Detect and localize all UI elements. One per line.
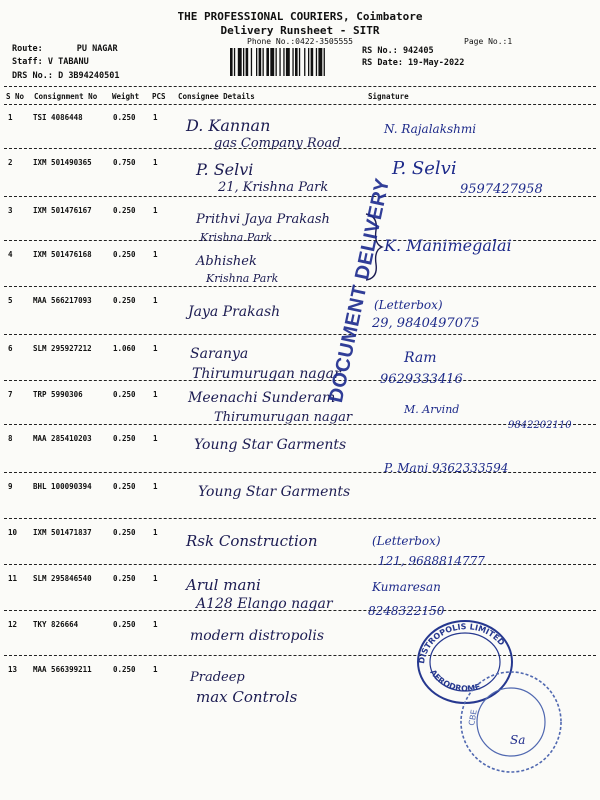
consignee-address: Thirumurugan nagar	[192, 366, 341, 382]
consignee-name: modern distropolis	[190, 628, 325, 644]
svg-text:AERODROME: AERODROME	[428, 667, 482, 694]
row-pcs: 1	[153, 206, 158, 215]
signature-note: (Letterbox)	[374, 298, 443, 312]
phone-number: Phone No.:0422-3505555	[247, 37, 353, 46]
row-consignment-number: BHL 100090394	[33, 482, 92, 491]
row-consignment-number: TKY 826664	[33, 620, 79, 629]
row-weight: 0.250	[113, 574, 136, 583]
row-weight: 0.250	[113, 250, 136, 259]
row-consignment-number: IXM 501490365	[33, 158, 92, 167]
consignee-name: Abhishek	[196, 254, 257, 269]
row-pcs: 1	[153, 434, 158, 443]
row-sno: 6	[8, 344, 13, 353]
row-consignment-number: MAA 285410203	[33, 434, 92, 443]
row-sno: 1	[8, 113, 13, 122]
row-weight: 0.250	[113, 296, 136, 305]
col-signature: Signature	[368, 92, 409, 101]
svg-text:DISTROPOLIS LIMITED: DISTROPOLIS LIMITED	[416, 622, 507, 665]
signature-phone: 8248322150	[368, 604, 445, 618]
consignee-address: Krishna Park	[200, 231, 273, 244]
signature-phone: 29, 9840497075	[372, 316, 480, 331]
row-pcs: 1	[153, 250, 158, 259]
row-consignment-number: MAA 566217093	[33, 296, 92, 305]
consignee-name: D. Kannan	[186, 116, 271, 135]
row-consignment-number: IXM 501471837	[33, 528, 92, 537]
consignee-name: Jaya Prakash	[188, 304, 281, 320]
col-consignee: Consignee Details	[178, 92, 255, 101]
row-consignment-number: SLM 295927212	[33, 344, 92, 353]
row-divider	[4, 518, 596, 519]
office-seal-icon	[452, 668, 570, 776]
consignee-name: Prithvi Jaya Prakash	[196, 212, 330, 227]
consignee-name: Young Star Garments	[194, 437, 347, 453]
signature-phone: 9842202110	[508, 420, 572, 431]
signature: M. Arvind	[404, 403, 460, 416]
row-divider	[4, 334, 596, 335]
consignee-address: gas Company Road	[214, 136, 341, 151]
row-consignment-number: SLM 295846540	[33, 574, 92, 583]
row-pcs: 1	[153, 528, 158, 537]
row-pcs: 1	[153, 158, 158, 167]
row-weight: 0.250	[113, 206, 136, 215]
barcode-icon	[230, 48, 354, 76]
consignee-name: Arul mani	[186, 576, 261, 594]
signature: N. Rajalakshmi	[384, 122, 477, 136]
row-pcs: 1	[153, 344, 158, 353]
col-sno: S No	[6, 92, 25, 101]
row-weight: 0.250	[113, 113, 136, 122]
consignee-name: Pradeep	[190, 670, 245, 685]
row-sno: 13	[8, 665, 18, 674]
row-consignment-number: TSI 4086448	[33, 113, 83, 122]
row-divider	[4, 564, 596, 565]
row-sno: 12	[8, 620, 18, 629]
row-pcs: 1	[153, 482, 158, 491]
signature: Ram	[404, 350, 437, 366]
rs-number: RS No.: 942405	[362, 46, 434, 56]
row-pcs: 1	[153, 296, 158, 305]
row-sno: 4	[8, 250, 13, 259]
row-sno: 3	[8, 206, 13, 215]
row-weight: 0.250	[113, 482, 136, 491]
signature: Kumaresan	[372, 580, 441, 594]
signature-phone: 9597427958	[460, 182, 543, 197]
consignee-name: Rsk Construction	[186, 532, 318, 550]
rs-date: RS Date: 19-May-2022	[362, 58, 465, 68]
row-sno: 5	[8, 296, 13, 305]
page-number: Page No.:1	[464, 37, 513, 46]
runsheet-subtitle: Delivery Runsheet - SITR	[220, 24, 380, 37]
row-sno: 10	[8, 528, 18, 537]
consignee-address: 21, Krishna Park	[218, 180, 329, 195]
signature: K. Manimegalai	[384, 236, 512, 255]
row-sno: 9	[8, 482, 13, 491]
row-weight: 0.250	[113, 528, 136, 537]
row-weight: 1.060	[113, 344, 136, 353]
document-delivery-stamp: DOCUMENT DELIVERY	[325, 176, 395, 405]
row-pcs: 1	[153, 665, 158, 674]
signature: P. Mani 9362333594	[384, 461, 509, 475]
route-field: Route: PU NAGAR	[12, 44, 118, 54]
staff-field: Staff: V TABANU	[12, 57, 89, 67]
row-weight: 0.250	[113, 665, 136, 674]
consignee-company: max Controls	[196, 688, 298, 706]
drs-field: DRS No.: D 3B94240501	[12, 71, 120, 81]
consignee-name: Saranya	[190, 346, 249, 362]
divider	[4, 104, 596, 105]
row-consignment-number: MAA 566399211	[33, 665, 92, 674]
row-pcs: 1	[153, 574, 158, 583]
row-consignment-number: IXM 501476168	[33, 250, 92, 259]
svg-text:CBE: CBE	[467, 708, 479, 727]
row-pcs: 1	[153, 113, 158, 122]
col-consignment: Consignment No	[34, 92, 98, 101]
row-consignment-number: IXM 501476167	[33, 206, 92, 215]
signature-note: (Letterbox)	[372, 534, 441, 548]
divider	[4, 86, 596, 87]
row-sno: 11	[8, 574, 18, 583]
consignee-address: Krishna Park	[206, 272, 279, 285]
consignee-name: Meenachi Sunderam	[188, 390, 336, 406]
row-pcs: 1	[153, 390, 158, 399]
row-consignment-number: TRP 5990306	[33, 390, 83, 399]
signature-phone: 9629333416	[380, 372, 463, 387]
row-sno: 7	[8, 390, 13, 399]
row-pcs: 1	[153, 620, 158, 629]
col-weight: Weight	[112, 92, 140, 101]
row-weight: 0.250	[113, 620, 136, 629]
signature-phone: 121, 9688814777	[378, 554, 485, 568]
company-title: THE PROFESSIONAL COURIERS, Coimbatore	[177, 10, 423, 23]
row-weight: 0.250	[113, 434, 136, 443]
consignee-name: Young Star Garments	[198, 484, 351, 500]
consignee-address: Thirumurugan nagar	[214, 410, 353, 425]
col-pcs: PCS	[152, 92, 166, 101]
signature: P. Selvi	[392, 158, 457, 179]
consignee-name: P. Selvi	[196, 160, 254, 179]
row-weight: 0.250	[113, 390, 136, 399]
row-divider	[4, 286, 596, 287]
row-sno: 2	[8, 158, 13, 167]
row-weight: 0.750	[113, 158, 136, 167]
row-sno: 8	[8, 434, 13, 443]
consignee-address: A128 Elango nagar	[196, 596, 333, 612]
signature: Sa	[510, 733, 526, 747]
